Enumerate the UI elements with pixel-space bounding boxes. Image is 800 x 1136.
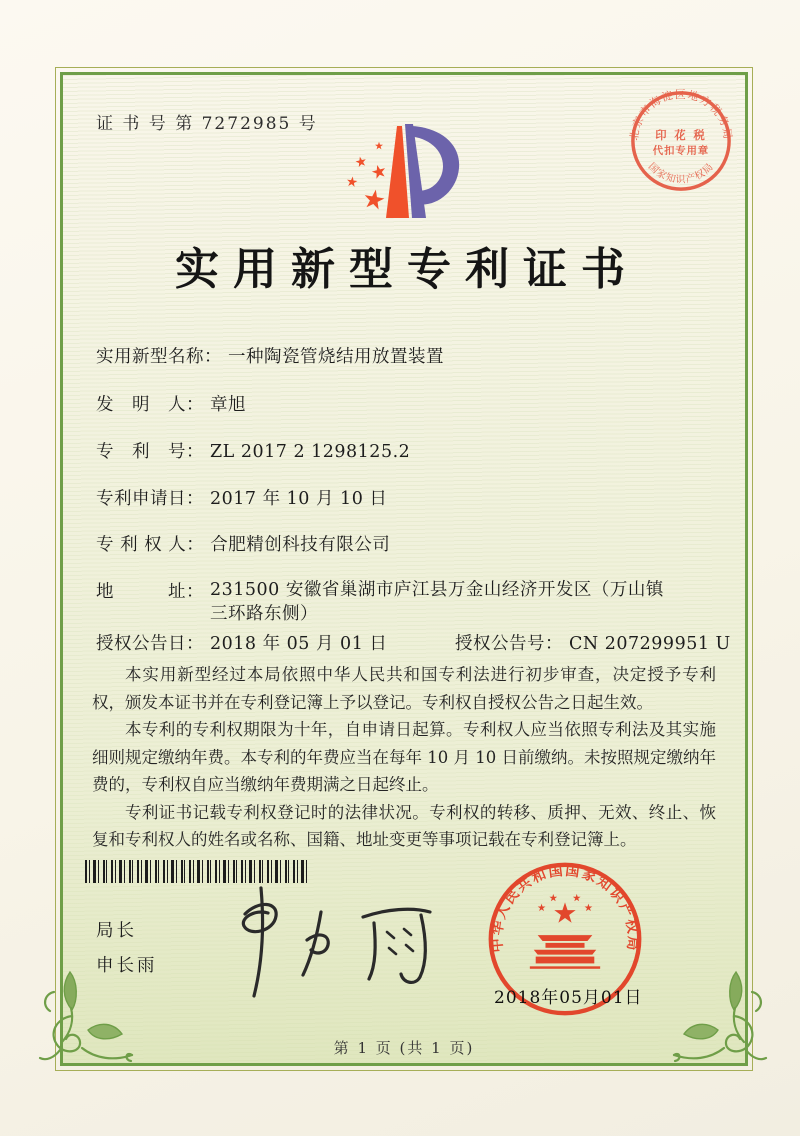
field-value: 2018 年 05 月 01 日 (210, 634, 388, 654)
field-row-name (96, 343, 444, 368)
field-label: 授权公告号： (455, 634, 563, 654)
field-value: 一种陶瓷管烧结用放置装置 (228, 347, 444, 367)
field-row-grant-number (455, 630, 731, 655)
field-row-grant-date (96, 630, 387, 655)
tax-stamp-arc-top-text: 北京市海淀区地方税务局 (627, 87, 735, 142)
seal-date: 2018年05月01日 (494, 988, 643, 1008)
director-name-label: 申长雨 (96, 956, 158, 976)
field-label: 授权公告日： (96, 634, 204, 654)
legal-text-block (92, 661, 716, 854)
seal-ring-text: 中华人民共和国国家知识产权局 (489, 862, 641, 953)
field-row-inventor (96, 391, 246, 416)
field-value: 合肥精创科技有限公司 (210, 535, 391, 555)
field-value (210, 578, 690, 626)
field-value: CN 207299951 U (569, 634, 731, 654)
field-row-address (96, 578, 690, 626)
paragraph-register-statement: 专利证书记载专利权登记时的法律状况。专利权的转移、质押、无效、终止、恢复和专利权人的姓名或名称、国籍、地址变更等事项记载在专利登记簿上。 (92, 802, 716, 849)
certificate-title: 实用新型专利证书 (175, 244, 639, 295)
field-row-patentee (96, 531, 390, 556)
field-label: 专利申请日： (96, 489, 204, 509)
field-label: 地 址： (96, 582, 204, 602)
field-label: 实用新型名称： (96, 347, 222, 367)
cnipa-logo-icon (330, 112, 480, 234)
tax-stamp-center-line2: 代扣专用章 (652, 144, 710, 157)
tax-stamp-seal (627, 87, 735, 195)
paragraph-grant-statement: 本实用新型经过本局依照中华人民共和国专利法进行初步审查，决定授予专利权，颁发本证书并在专利登记簿上予以登记。专利权自授权公告之日起生效。 (92, 665, 716, 712)
tax-stamp-center-line1: 印 花 税 (655, 128, 707, 143)
certificate-number: 证 书 号 第 7272985 号 (96, 114, 318, 134)
page-number-footer: 第 1 页 (共 1 页) (333, 1039, 475, 1057)
field-label: 专 利 权 人： (96, 535, 205, 555)
field-value: 章旭 (210, 395, 246, 415)
field-row-filing-date (96, 485, 387, 510)
address-line-2: 三环路东侧） (210, 604, 318, 624)
field-value: ZL 2017 2 1298125.2 (210, 442, 411, 462)
field-label: 发 明 人： (96, 395, 204, 415)
address-line-1: 231500 安徽省巢湖市庐江县万金山经济开发区（万山镇 (210, 580, 664, 600)
field-row-patent-number (96, 438, 410, 463)
tax-stamp-arc-bottom-text: 国家知识产权局 (645, 161, 717, 186)
director-signature (215, 880, 450, 1002)
field-value: 2017 年 10 月 10 日 (210, 489, 388, 509)
paragraph-term-and-fees: 本专利的专利权期限为十年，自申请日起算。专利权人应当依照专利法及其实施细则规定缴纳年费。本专利的年费应当在每年 10 月 10 日前缴纳。未按照规定缴纳年费的，专利权自应当缴纳年费期满之日起终止。 (92, 720, 716, 794)
director-position-label: 局长 (96, 921, 137, 941)
field-label: 专 利 号： (96, 442, 204, 462)
